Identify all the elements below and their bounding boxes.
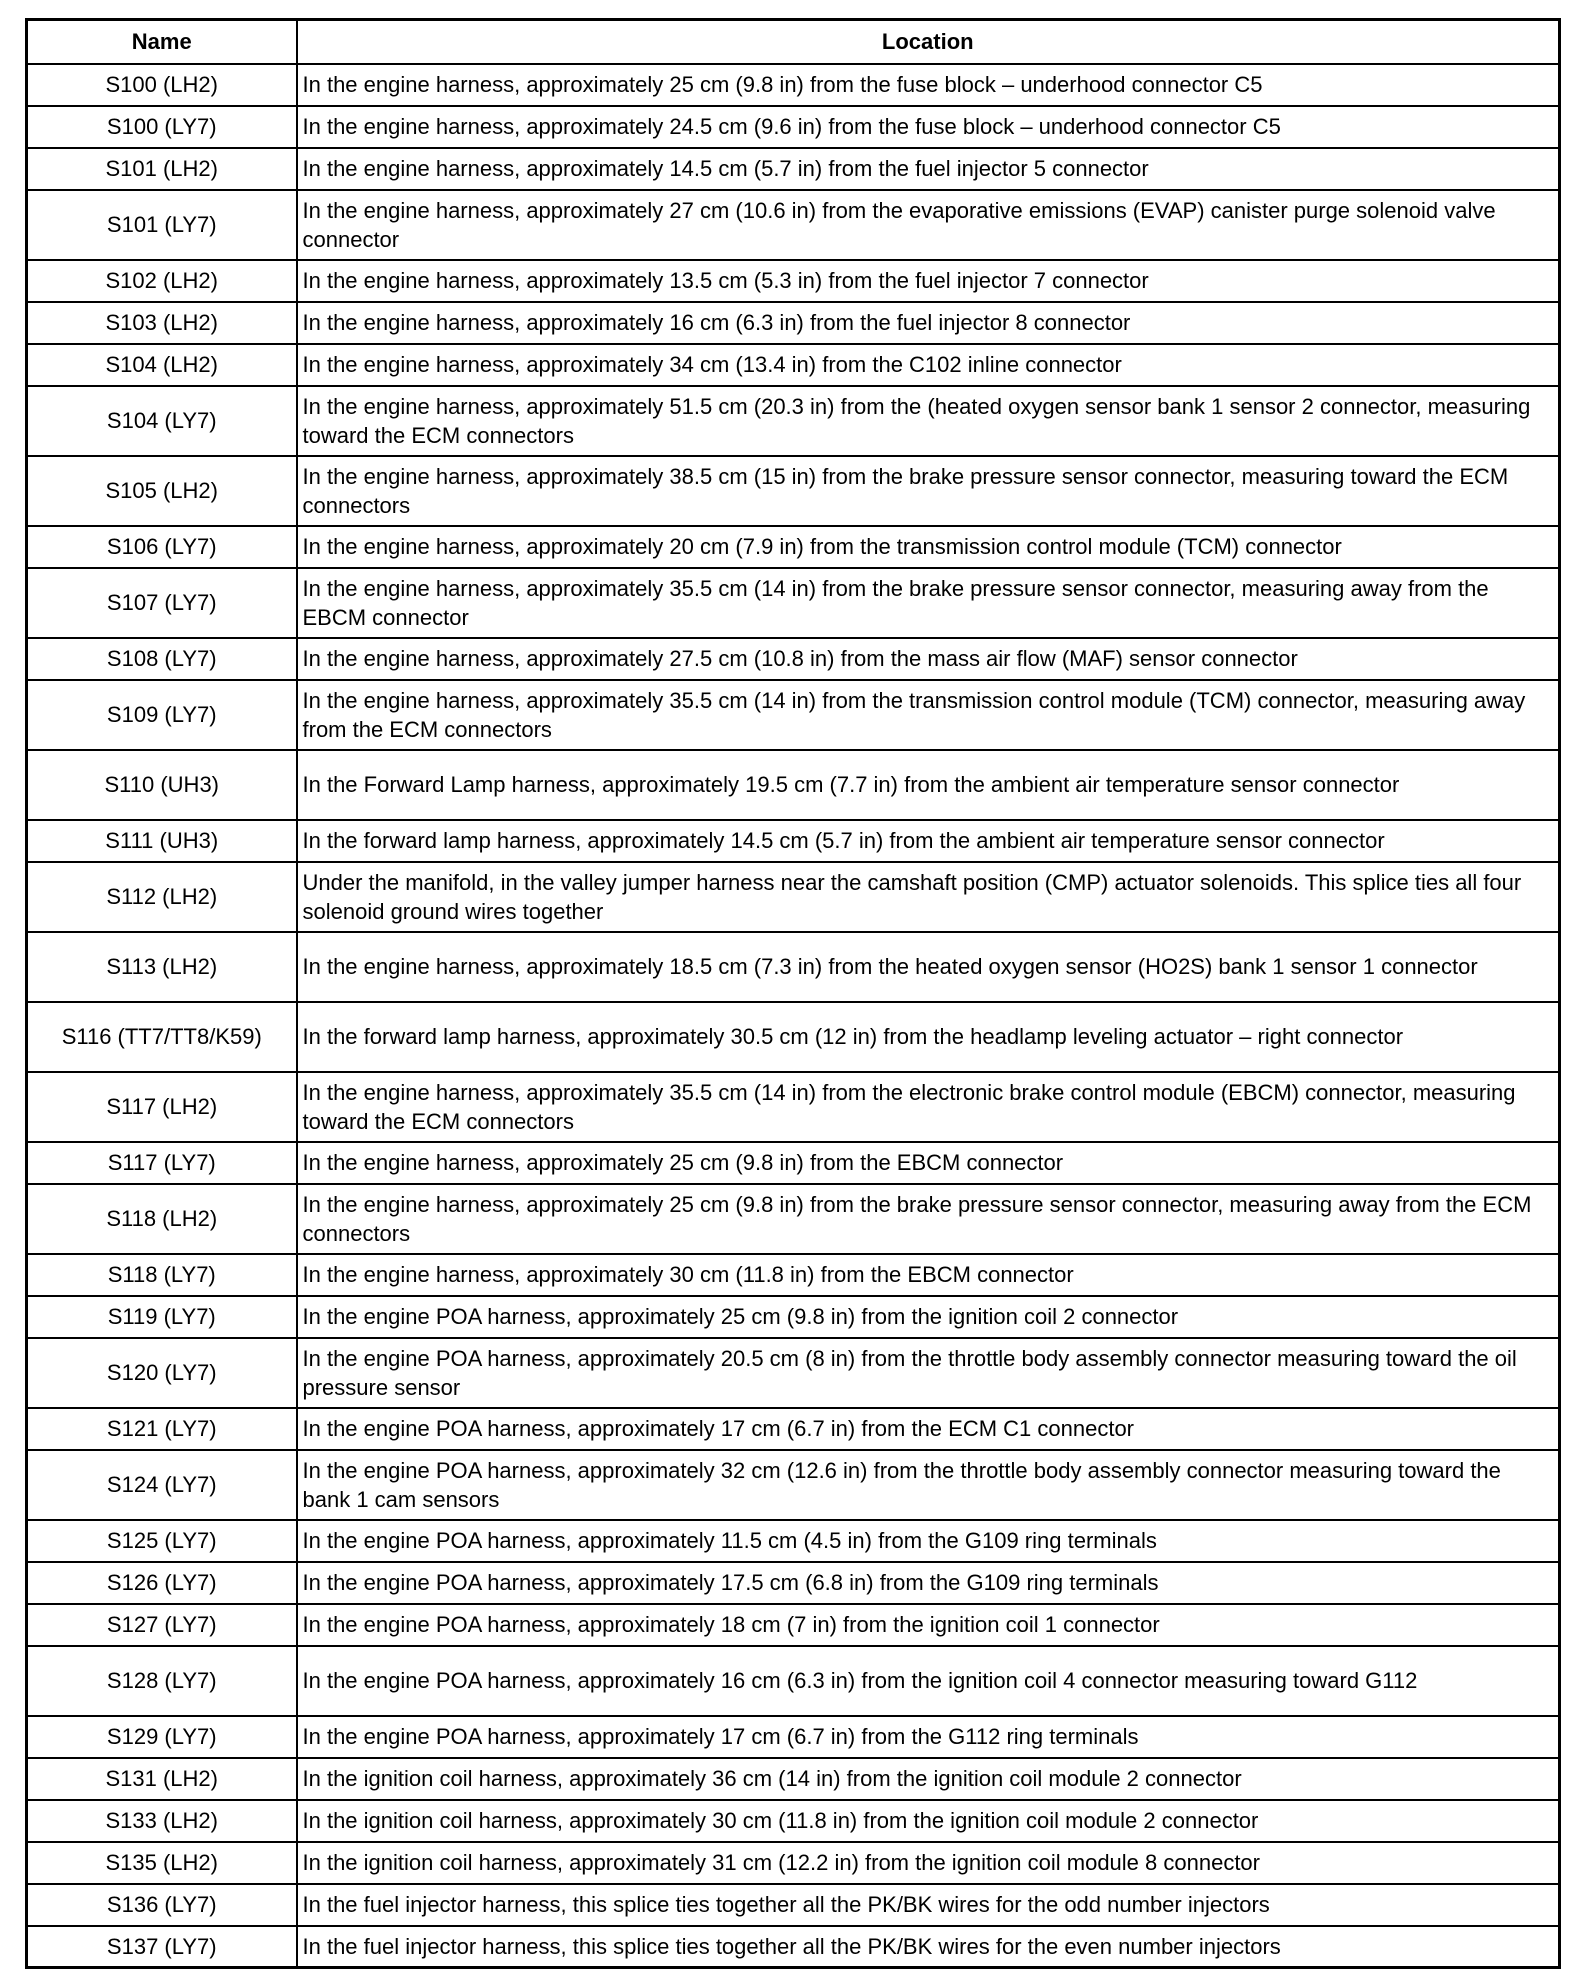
splice-name-cell: S116 (TT7/TT8/K59) [27,1002,297,1072]
splice-name-cell: S117 (LH2) [27,1072,297,1142]
splice-location-cell: In the engine POA harness, approximately 18 cm (7 in) from the ignition coil 1 connector [297,1604,1560,1646]
table-row [27,526,1560,568]
table-row [27,680,1560,750]
table-row [27,1296,1560,1338]
splice-name-cell: S121 (LY7) [27,1408,297,1450]
table-row [27,1408,1560,1450]
splice-name-cell: S133 (LH2) [27,1800,297,1842]
table-row [27,64,1560,106]
table-body [27,64,1560,1968]
table-row [27,1520,1560,1562]
table-row [27,1884,1560,1926]
splice-location-cell: In the engine POA harness, approximately 16 cm (6.3 in) from the ignition coil 4 connector measuring toward G112 [297,1646,1560,1716]
splice-name-cell: S106 (LY7) [27,526,297,568]
splice-location-cell: In the ignition coil harness, approximately 31 cm (12.2 in) from the ignition coil module 8 connector [297,1842,1560,1884]
table-row [27,1646,1560,1716]
table-row [27,344,1560,386]
splice-name-cell: S112 (LH2) [27,862,297,932]
splice-location-cell: In the engine harness, approximately 25 cm (9.8 in) from the brake pressure sensor connector, measuring away from the ECM connectors [297,1184,1560,1254]
splice-location-cell: In the engine harness, approximately 25 cm (9.8 in) from the EBCM connector [297,1142,1560,1184]
splice-location-cell: In the engine POA harness, approximately 17 cm (6.7 in) from the ECM C1 connector [297,1408,1560,1450]
table-row [27,1800,1560,1842]
splice-name-cell: S128 (LY7) [27,1646,297,1716]
splice-location-cell: In the engine harness, approximately 16 cm (6.3 in) from the fuel injector 8 connector [297,302,1560,344]
splice-name-cell: S118 (LY7) [27,1254,297,1296]
table-row [27,750,1560,820]
splice-location-cell: In the fuel injector harness, this splice ties together all the PK/BK wires for the odd number injectors [297,1884,1560,1926]
splice-name-cell: S113 (LH2) [27,932,297,1002]
splice-location-cell: In the forward lamp harness, approximately 14.5 cm (5.7 in) from the ambient air temperature sensor connector [297,820,1560,862]
splice-name-cell: S105 (LH2) [27,456,297,526]
column-header-name: Name [27,20,297,64]
splice-name-cell: S102 (LH2) [27,260,297,302]
splice-name-cell: S101 (LY7) [27,190,297,260]
splice-location-cell: In the engine harness, approximately 35.5 cm (14 in) from the electronic brake control module (EBCM) connector, measuring toward the ECM connectors [297,1072,1560,1142]
splice-name-cell: S137 (LY7) [27,1926,297,1968]
table-row [27,190,1560,260]
splice-location-table [25,18,1561,1969]
column-header-location: Location [297,20,1560,64]
splice-name-cell: S101 (LH2) [27,148,297,190]
table-row [27,1142,1560,1184]
table-row [27,820,1560,862]
header-row [27,20,1560,64]
table-row [27,1002,1560,1072]
splice-name-cell: S100 (LH2) [27,64,297,106]
table-row [27,148,1560,190]
splice-location-cell: In the engine harness, approximately 35.5 cm (14 in) from the brake pressure sensor connector, measuring away from the EBCM connector [297,568,1560,638]
table-row [27,1338,1560,1408]
splice-location-cell: In the engine harness, approximately 25 cm (9.8 in) from the fuse block – underhood connector C5 [297,64,1560,106]
table-row [27,1562,1560,1604]
splice-location-cell: In the ignition coil harness, approximately 36 cm (14 in) from the ignition coil module 2 connector [297,1758,1560,1800]
splice-location-cell: In the engine POA harness, approximately 17.5 cm (6.8 in) from the G109 ring terminals [297,1562,1560,1604]
splice-location-cell: In the engine harness, approximately 18.5 cm (7.3 in) from the heated oxygen sensor (HO2S) bank 1 sensor 1 connector [297,932,1560,1002]
splice-location-cell: In the engine POA harness, approximately 32 cm (12.6 in) from the throttle body assembly connector measuring toward the bank 1 cam sensors [297,1450,1560,1520]
table-row [27,1842,1560,1884]
table-row [27,456,1560,526]
splice-location-cell: In the engine harness, approximately 35.5 cm (14 in) from the transmission control module (TCM) connector, measuring away from the ECM connectors [297,680,1560,750]
table-row [27,1716,1560,1758]
table-row [27,638,1560,680]
splice-name-cell: S104 (LH2) [27,344,297,386]
splice-name-cell: S109 (LY7) [27,680,297,750]
splice-name-cell: S108 (LY7) [27,638,297,680]
splice-location-cell: In the ignition coil harness, approximately 30 cm (11.8 in) from the ignition coil module 2 connector [297,1800,1560,1842]
splice-location-cell: In the engine harness, approximately 30 cm (11.8 in) from the EBCM connector [297,1254,1560,1296]
splice-name-cell: S127 (LY7) [27,1604,297,1646]
table-row [27,862,1560,932]
splice-location-cell: In the engine harness, approximately 20 cm (7.9 in) from the transmission control module (TCM) connector [297,526,1560,568]
splice-name-cell: S117 (LY7) [27,1142,297,1184]
splice-location-cell: Under the manifold, in the valley jumper harness near the camshaft position (CMP) actuator solenoids. This splice ties all four solenoid ground wires together [297,862,1560,932]
splice-location-table-container [25,18,1558,1969]
splice-location-cell: In the engine POA harness, approximately 25 cm (9.8 in) from the ignition coil 2 connector [297,1296,1560,1338]
splice-location-cell: In the engine harness, approximately 27.5 cm (10.8 in) from the mass air flow (MAF) sensor connector [297,638,1560,680]
splice-location-cell: In the engine harness, approximately 14.5 cm (5.7 in) from the fuel injector 5 connector [297,148,1560,190]
table-row [27,106,1560,148]
splice-location-cell: In the engine harness, approximately 51.5 cm (20.3 in) from the (heated oxygen sensor bank 1 sensor 2 connector, measuring toward the ECM connectors [297,386,1560,456]
table-row [27,260,1560,302]
table-row [27,932,1560,1002]
splice-location-cell: In the engine harness, approximately 13.5 cm (5.3 in) from the fuel injector 7 connector [297,260,1560,302]
splice-name-cell: S107 (LY7) [27,568,297,638]
splice-name-cell: S100 (LY7) [27,106,297,148]
splice-name-cell: S135 (LH2) [27,1842,297,1884]
splice-location-cell: In the engine harness, approximately 34 cm (13.4 in) from the C102 inline connector [297,344,1560,386]
table-row [27,1254,1560,1296]
table-row [27,1184,1560,1254]
splice-location-cell: In the Forward Lamp harness, approximately 19.5 cm (7.7 in) from the ambient air temperature sensor connector [297,750,1560,820]
table-row [27,1072,1560,1142]
splice-name-cell: S136 (LY7) [27,1884,297,1926]
splice-location-cell: In the engine POA harness, approximately 17 cm (6.7 in) from the G112 ring terminals [297,1716,1560,1758]
splice-location-cell: In the engine POA harness, approximately 11.5 cm (4.5 in) from the G109 ring terminals [297,1520,1560,1562]
splice-name-cell: S103 (LH2) [27,302,297,344]
splice-name-cell: S129 (LY7) [27,1716,297,1758]
splice-name-cell: S126 (LY7) [27,1562,297,1604]
table-row [27,568,1560,638]
splice-name-cell: S124 (LY7) [27,1450,297,1520]
splice-location-cell: In the engine harness, approximately 38.5 cm (15 in) from the brake pressure sensor connector, measuring toward the ECM connectors [297,456,1560,526]
splice-name-cell: S118 (LH2) [27,1184,297,1254]
table-row [27,1758,1560,1800]
splice-location-cell: In the engine POA harness, approximately 20.5 cm (8 in) from the throttle body assembly connector measuring toward the oil pressure sensor [297,1338,1560,1408]
splice-location-cell: In the fuel injector harness, this splice ties together all the PK/BK wires for the even number injectors [297,1926,1560,1968]
table-row [27,1604,1560,1646]
table-row [27,386,1560,456]
splice-name-cell: S131 (LH2) [27,1758,297,1800]
splice-name-cell: S110 (UH3) [27,750,297,820]
splice-name-cell: S119 (LY7) [27,1296,297,1338]
table-row [27,1450,1560,1520]
table-header [27,20,1560,64]
splice-location-cell: In the engine harness, approximately 24.5 cm (9.6 in) from the fuse block – underhood connector C5 [297,106,1560,148]
table-row [27,1926,1560,1968]
splice-name-cell: S104 (LY7) [27,386,297,456]
splice-name-cell: S125 (LY7) [27,1520,297,1562]
splice-location-cell: In the engine harness, approximately 27 cm (10.6 in) from the evaporative emissions (EVAP) canister purge solenoid valve connector [297,190,1560,260]
splice-name-cell: S111 (UH3) [27,820,297,862]
splice-location-cell: In the forward lamp harness, approximately 30.5 cm (12 in) from the headlamp leveling actuator – right connector [297,1002,1560,1072]
table-row [27,302,1560,344]
splice-name-cell: S120 (LY7) [27,1338,297,1408]
